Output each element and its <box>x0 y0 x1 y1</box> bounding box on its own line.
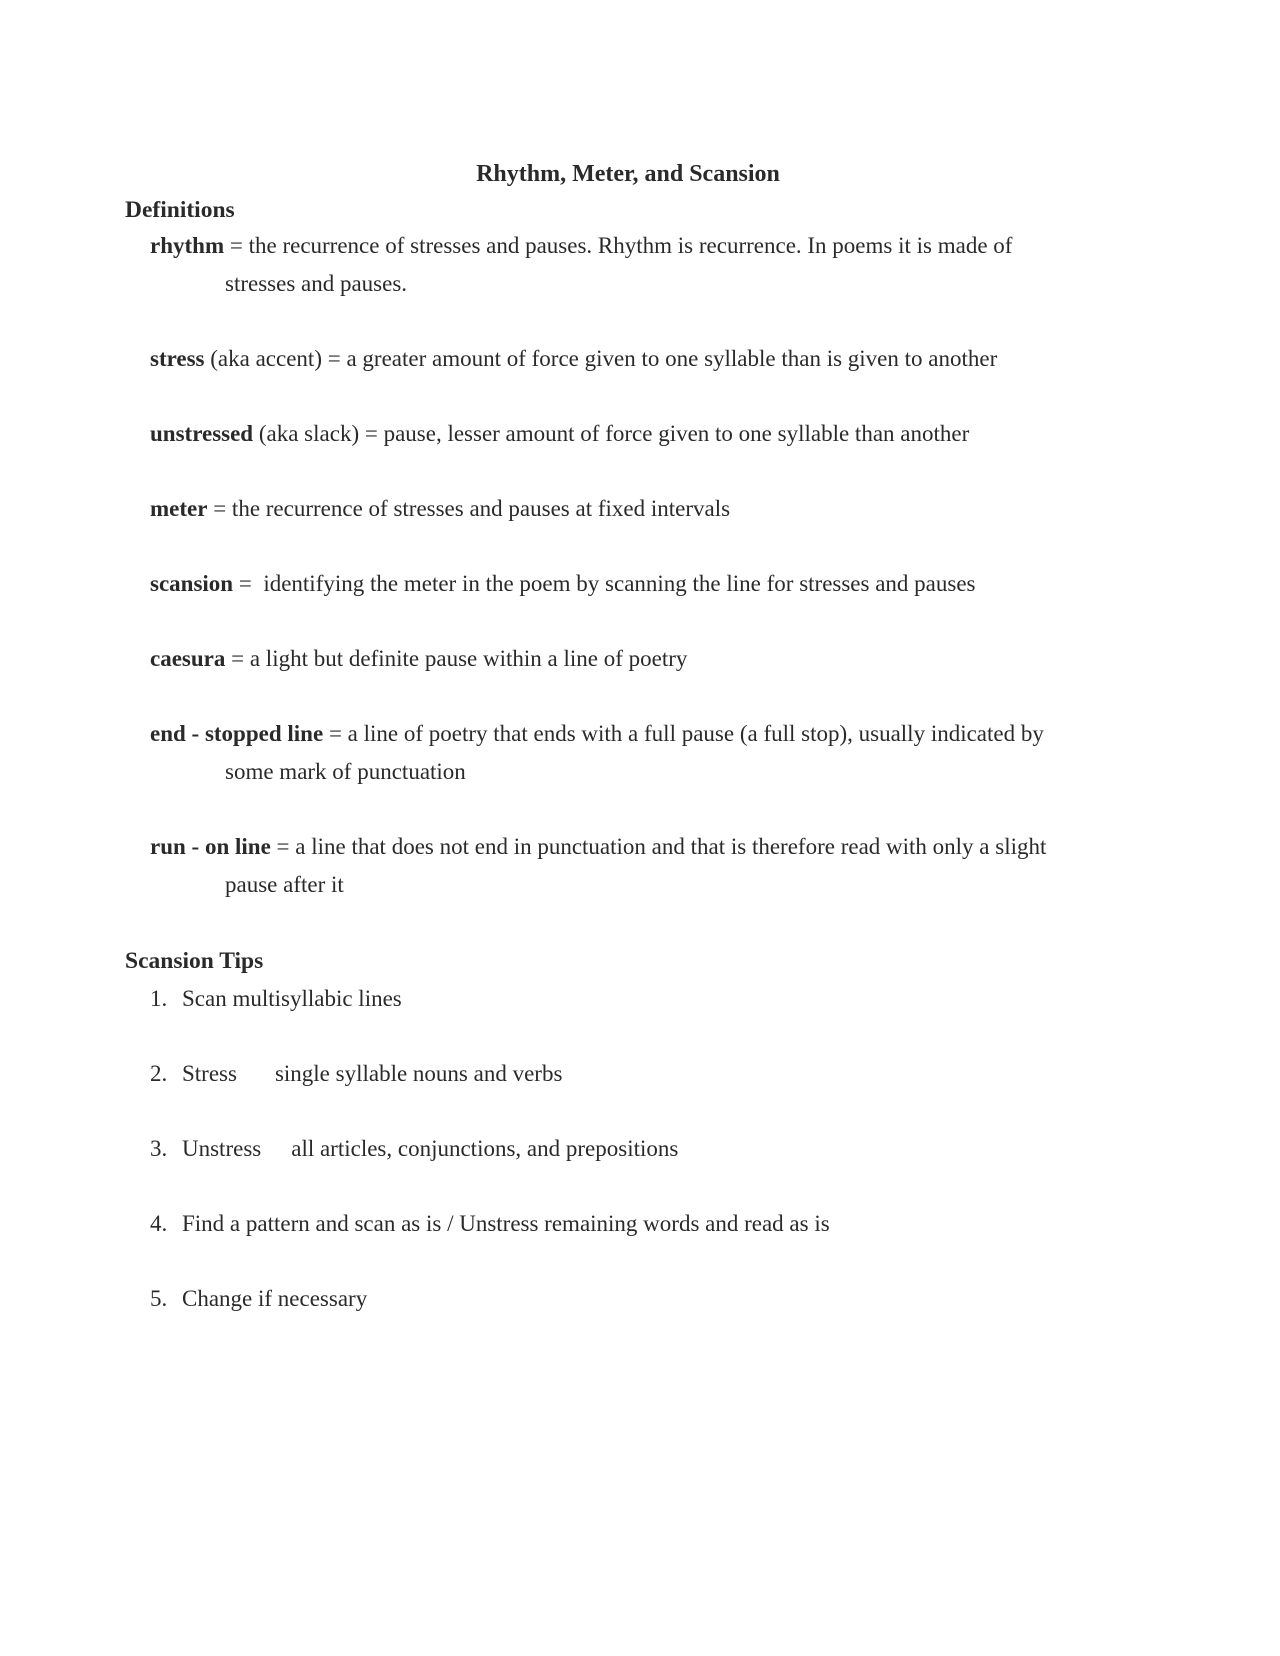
definition-text-continued: pause after it <box>225 872 344 897</box>
tip-keyword: Stress <box>182 1061 237 1086</box>
term: stress <box>150 346 205 371</box>
definition-end-stopped-line <box>150 715 1150 791</box>
list-number: 4. <box>150 1211 168 1236</box>
scansion-tips-list <box>150 980 830 1355</box>
term: scansion <box>150 571 234 596</box>
definition-scansion <box>150 565 1150 603</box>
tip-text: Change if necessary <box>182 1286 368 1311</box>
definition-text: = identifying the meter in the poem by scanning the line for stresses and pauses <box>233 571 976 596</box>
tip-text: Scan multisyllabic lines <box>182 986 402 1011</box>
list-number: 5. <box>150 1286 168 1311</box>
list-item <box>150 1055 830 1130</box>
term: rhythm <box>150 233 225 258</box>
definition-unstressed <box>150 415 1150 453</box>
definition-rhythm <box>150 227 1150 303</box>
list-number: 1. <box>150 986 168 1011</box>
tip-keyword: Unstress <box>182 1136 262 1161</box>
list-item <box>150 1280 830 1355</box>
definition-text: = a line that does not end in punctuation and that is therefore read with only a slight <box>270 834 1047 859</box>
definition-text-continued: stresses and pauses. <box>225 271 408 296</box>
definition-text: = a line of poetry that ends with a full pause (a full stop), usually indicated by <box>323 721 1044 746</box>
definition-text: = the recurrence of stresses and pauses at fixed intervals <box>207 496 731 521</box>
list-number: 2. <box>150 1061 168 1086</box>
page-title: Rhythm, Meter, and Scansion <box>476 161 780 187</box>
definition-text: (aka accent) = a greater amount of force given to one syllable than is given to another <box>204 346 998 371</box>
term: meter <box>150 496 208 521</box>
tip-text: single syllable nouns and verbs <box>274 1061 563 1086</box>
list-number: 3. <box>150 1136 168 1161</box>
definition-text: (aka slack) = pause, lesser amount of force given to one syllable than another <box>253 421 970 446</box>
definition-stress <box>150 340 1150 378</box>
term: unstressed <box>150 421 254 446</box>
list-item <box>150 1130 830 1205</box>
term: caesura <box>150 646 226 671</box>
definitions-heading: Definitions <box>125 197 235 223</box>
definition-text-continued: some mark of punctuation <box>225 759 466 784</box>
scansion-tips-heading: Scansion Tips <box>125 948 264 974</box>
definition-caesura <box>150 640 1150 678</box>
definition-text: = the recurrence of stresses and pauses. Rhythm is recurrence. In poems it is made of <box>224 233 1013 258</box>
list-item <box>150 980 830 1055</box>
tip-text: all articles, conjunctions, and prepositions <box>291 1136 679 1161</box>
definition-run-on-line <box>150 828 1150 904</box>
term: run - on line <box>150 834 271 859</box>
definition-text: = a light but definite pause within a line of poetry <box>225 646 688 671</box>
tip-text: Find a pattern and scan as is / Unstress remaining words and read as is <box>182 1211 830 1236</box>
term: end - stopped line <box>150 721 324 746</box>
list-item <box>150 1205 830 1280</box>
definition-meter <box>150 490 1150 528</box>
